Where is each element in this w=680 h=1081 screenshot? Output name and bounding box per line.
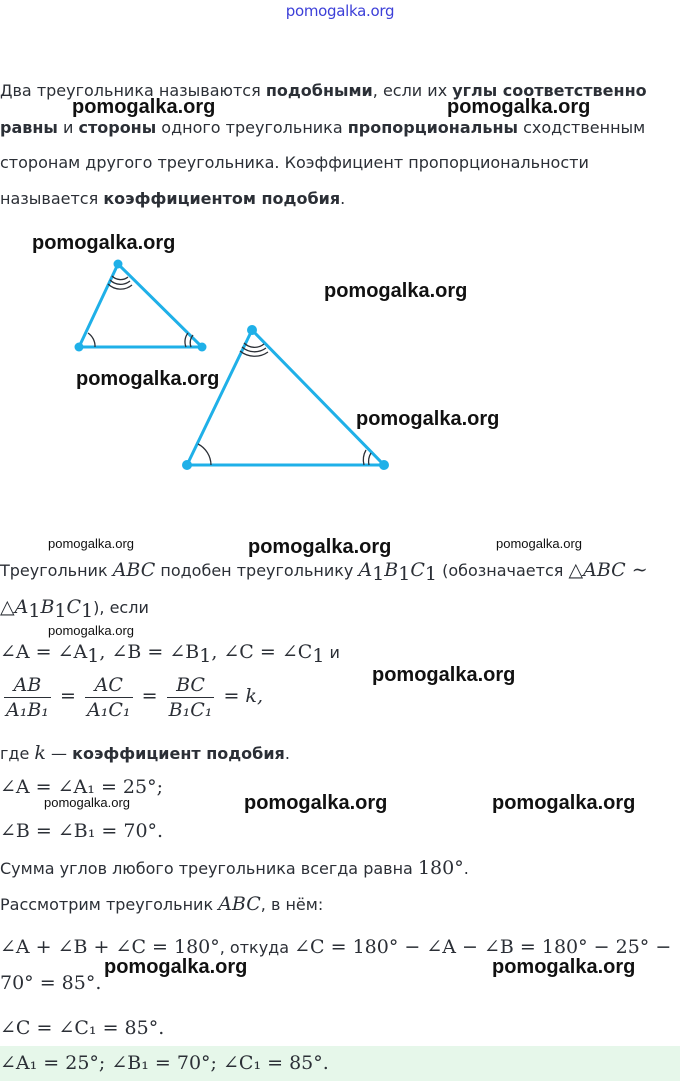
watermark: pomogalka.org xyxy=(44,795,130,810)
fraction-bc: $\frac{BC}{\text{B₁C₁}}$ xyxy=(168,674,213,721)
watermark: pomogalka.org xyxy=(492,956,636,978)
watermark: pomogalka.org xyxy=(104,956,248,978)
small-triangle xyxy=(79,264,202,347)
fraction-ab: $\frac{AB}{\text{A₁B₁}}$ xyxy=(6,674,49,721)
large-triangle-vertices xyxy=(182,325,389,470)
solution-angle-c-result: 70° = 85°. xyxy=(0,972,102,994)
watermark: pomogalka.org xyxy=(492,792,636,814)
watermark: pomogalka.org xyxy=(248,536,392,558)
solution-consider-text: Рассмотрим треугольник ABC, в нём: xyxy=(0,893,324,915)
watermark: pomogalka.org xyxy=(48,623,134,638)
intro-line-2: равны и стороны одного треугольника пропорциональны сходственным xyxy=(0,118,646,137)
definition-line-1: Треугольник ABC подобен треугольнику $A_1B_1C_1$ (обозначается △ABC ∼ xyxy=(0,559,648,585)
solution-angle-c1: ∠C = ∠C₁ = 85°. xyxy=(0,1017,165,1039)
watermark: pomogalka.org xyxy=(76,368,220,390)
sides-proportion: $\frac{AB}{\text{A₁B₁}}$ = $\frac{AC}{\text{A₁C₁}}$ = $\frac{BC}{\text{B₁C₁}}$ = k, xyxy=(6,674,263,721)
watermark: pomogalka.org xyxy=(324,280,468,302)
coefficient-line: где k — коэффициент подобия. xyxy=(0,742,290,764)
definition-line-2: $\triangle A_1B_1C_1$), если xyxy=(0,596,149,622)
watermark: pomogalka.org xyxy=(244,792,388,814)
watermark: pomogalka.org xyxy=(447,96,591,118)
angles-equality: ∠A = $\angle A_1$, ∠B = $\angle B_1$, ∠C = $\angle C_1$ и xyxy=(0,641,340,667)
watermark: pomogalka.org xyxy=(372,664,516,686)
fraction-ac: $\frac{AC}{\text{A₁C₁}}$ xyxy=(87,674,131,721)
intro-line-3: сторонам другого треугольника. Коэффициент пропорциональности xyxy=(0,153,589,172)
watermark: pomogalka.org xyxy=(48,536,134,551)
solution-sum-text: Сумма углов любого треугольника всегда равна 180°. xyxy=(0,857,469,879)
intro-line-1: Два треугольника называются подобными, если их углы соответственно xyxy=(0,81,647,100)
watermark: pomogalka.org xyxy=(72,96,216,118)
small-triangle-vertices xyxy=(75,260,207,352)
solution-angle-c-calc: ∠A + ∠B + ∠C = 180°, откуда ∠C = 180° − ∠A − ∠B = 180° − 25° − xyxy=(0,936,672,958)
watermark: pomogalka.org xyxy=(496,536,582,551)
solution-angle-a: ∠A = ∠A₁ = 25°; xyxy=(0,776,163,798)
watermark: pomogalka.org xyxy=(356,408,500,430)
intro-line-4: называется коэффициентом подобия. xyxy=(0,189,346,208)
watermark: pomogalka.org xyxy=(32,232,176,254)
answer-text: ∠A₁ = 25°; ∠B₁ = 70°; ∠C₁ = 85°. xyxy=(0,1052,329,1074)
solution-angle-b: ∠B = ∠B₁ = 70°. xyxy=(0,820,164,842)
site-header-link[interactable]: pomogalka.org xyxy=(285,2,395,20)
large-triangle xyxy=(187,330,384,465)
